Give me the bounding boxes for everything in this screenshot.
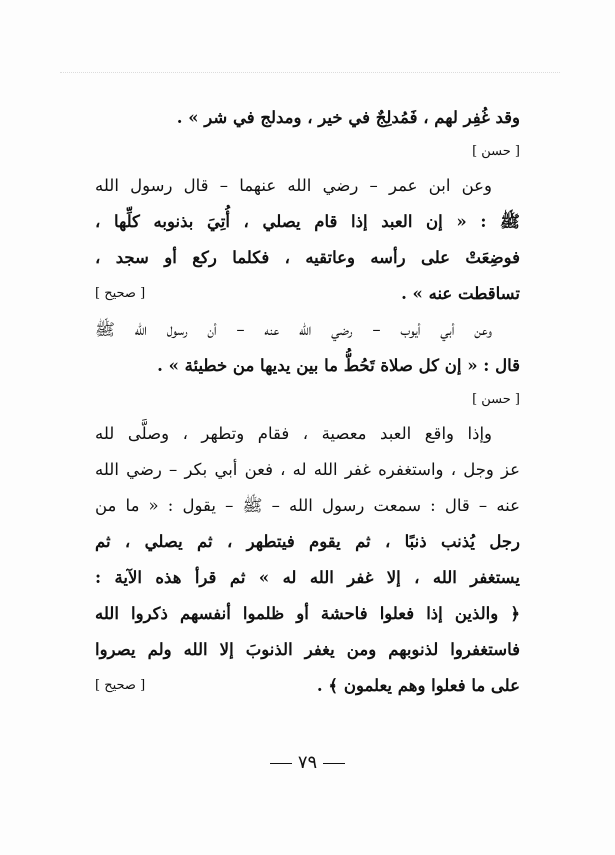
text-line-4: فوضِعَتْ على رأسه وعاتقيه ، فكلما ركع أو سجد ،	[95, 248, 520, 267]
text-line-7: قال : « إن كل صلاة تَحُطُّ ما بين يديها من خطيئة » .	[157, 356, 520, 375]
page-body	[95, 100, 520, 704]
page-number-dash-left	[270, 763, 292, 764]
grade-sahih-1: [ صحيح ]	[95, 286, 146, 301]
text-line-12: يستغفر الله ، إلا غفر الله له » ثم قرأ هذه الآية :	[95, 568, 520, 587]
grade-sahih-2: [ صحيح ]	[95, 678, 146, 693]
text-line-15-row	[95, 668, 520, 704]
grade-hasan-1: [ حسن ]	[472, 144, 520, 159]
text-line-5: تساقطت عنه » .	[401, 284, 520, 303]
text-line-9: عز وجل ، واستغفره غفر الله له ، فعن أبي بكر – رضي الله	[95, 460, 520, 479]
scan-edge-line	[60, 72, 560, 73]
page-number	[0, 752, 615, 773]
text-line-1: وقد غُفِر لهم ، فَمُدلِجٌ في خير ، ومدلج في شر » .	[176, 108, 520, 127]
page-number-dash-right	[323, 763, 345, 764]
text-line-2: وعن ابن عمر – رضي الله عنهما – قال رسول الله	[95, 176, 492, 195]
page-number-value: ٧٩	[297, 752, 318, 773]
text-line-8: وإذا واقع العبد معصية ، فقام وتطهر ، وصلَّى لله	[95, 424, 492, 443]
text-line-11: رجل يُذنب ذنبًا ، ثم يقوم فيتطهر ، ثم يصلي ، ثم	[95, 532, 520, 551]
grade-hasan-2: [ حسن ]	[472, 392, 520, 407]
text-line-13: ﴿ والذين إذا فعلوا فاحشة أو ظلموا أنفسهم ذكروا الله	[95, 604, 520, 623]
text-line-14: فاستغفروا لذنوبهم ومن يغفر الذنوبَ إلا الله ولم يصروا	[95, 640, 520, 659]
text-line-5-row	[95, 276, 520, 312]
text-line-3: ﷺ : « إن العبد إذا قام يصلي ، أُتِيَ بذنوبه كلِّها ،	[95, 212, 520, 231]
text-line-10: عنه – قال : سمعت رسول الله – ﷺ – يقول : « ما من	[95, 496, 520, 515]
text-line-15: على ما فعلوا وهم يعلمون ﴾ .	[316, 676, 520, 695]
text-line-6: وعن أبي أيوب – رضي الله عنه – أن رسول الله ﷺ	[95, 320, 492, 339]
